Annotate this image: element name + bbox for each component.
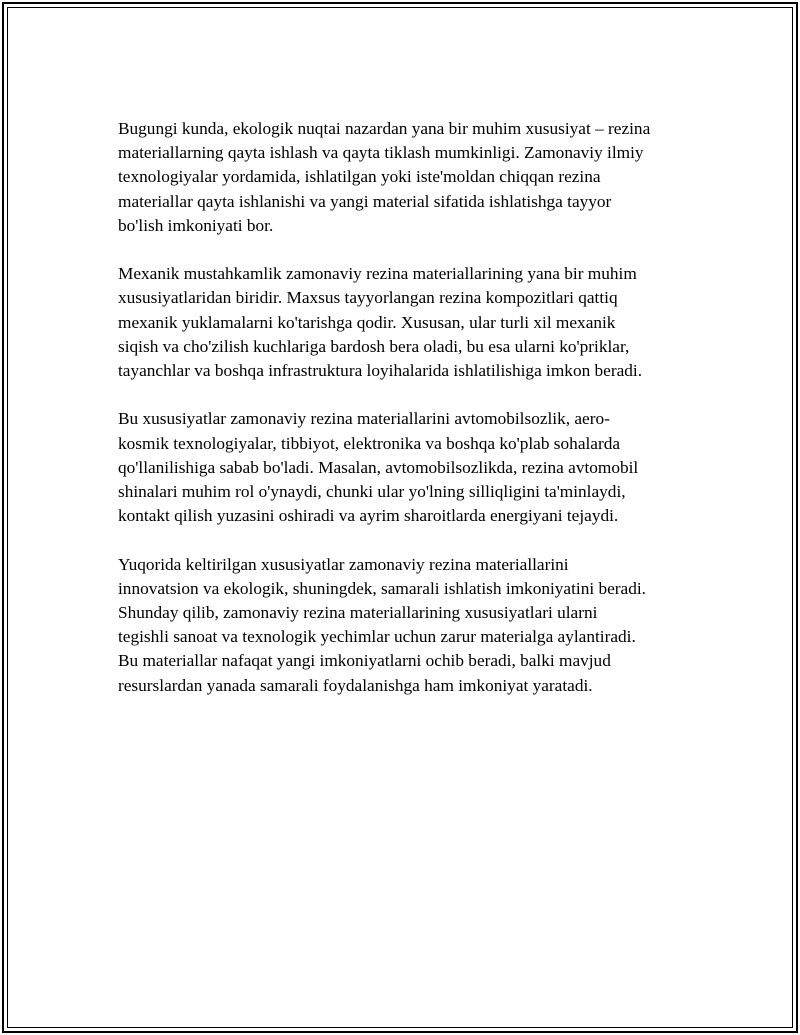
text-line: xususiyatlaridan biridir. Maxsus tayyorlangan rezina kompozitlari qattiq: [118, 288, 618, 308]
text-line: resurslardan yanada samarali foydalanishga ham imkoniyat yaratadi.: [118, 675, 593, 695]
text-line: kosmik texnologiyalar, tibbiyot, elektronika va boshqa ko'plab sohalarda: [118, 433, 621, 453]
text-line: Bugungi kunda, ekologik nuqtai nazardan yana bir muhim xususiyat – rezina: [118, 119, 651, 138]
text-line: bo'lish imkoniyati bor.: [118, 215, 274, 235]
text-line: materiallarning qayta ishlash va qayta tiklash mumkinligi. Zamonaviy ilmiy: [118, 143, 644, 163]
text-line: siqish va cho'zilish kuchlariga bardosh bera oladi, bu esa ularni ko'priklar,: [118, 336, 630, 356]
text-line: innovatsion va ekologik, shuningdek, samarali ishlatish imkoniyatini beradi.: [118, 578, 646, 598]
text-line: kontakt qilish yuzasini oshiradi va ayrim sharoitlarda energiyani tejaydi.: [118, 506, 619, 526]
text-line: mexanik yuklamalarni ko'tarishga qodir. Xususan, ular turli xil mexanik: [118, 312, 616, 332]
text-line: Shunday qilib, zamonaviy rezina materiallarining xususiyatlari ularni: [118, 603, 598, 623]
text-line: materiallar qayta ishlanishi va yangi material sifatida ishlatishga tayyor: [118, 191, 612, 211]
text-line: Yuqorida keltirilgan xususiyatlar zamonaviy rezina materiallarini: [118, 554, 569, 574]
text-line: Bu materiallar nafaqat yangi imkoniyatlarni ochib beradi, balki mavjud: [118, 651, 611, 671]
text-line: Bu xususiyatlar zamonaviy rezina materiallarini avtomobilsozlik, aero-: [118, 409, 610, 429]
text-line: Mexanik mustahkamlik zamonaviy rezina materiallarining yana bir muhim: [118, 264, 637, 284]
text-line: tayanchlar va boshqa infrastruktura loyihalarida ishlatilishiga imkon beradi.: [118, 361, 643, 381]
text-line: tegishli sanoat va texnologik yechimlar uchun zarur materialga aylantiradi.: [118, 627, 636, 647]
paragraph-applications: [118, 407, 718, 528]
text-line: shinalari muhim rol o'ynaydi, chunki ular yo'lning silliqligini ta'minlaydi,: [118, 482, 626, 502]
document-body: [118, 117, 718, 722]
text-line: texnologiyalar yordamida, ishlatilgan yoki iste'moldan chiqqan rezina: [118, 167, 601, 187]
paragraph-mechanical-strength: [118, 262, 718, 383]
paragraph-recycling: [118, 117, 718, 238]
paragraph-conclusion: [118, 553, 718, 698]
text-line: qo'llanilishiga sabab bo'ladi. Masalan, avtomobilsozlikda, rezina avtomobil: [118, 457, 639, 477]
